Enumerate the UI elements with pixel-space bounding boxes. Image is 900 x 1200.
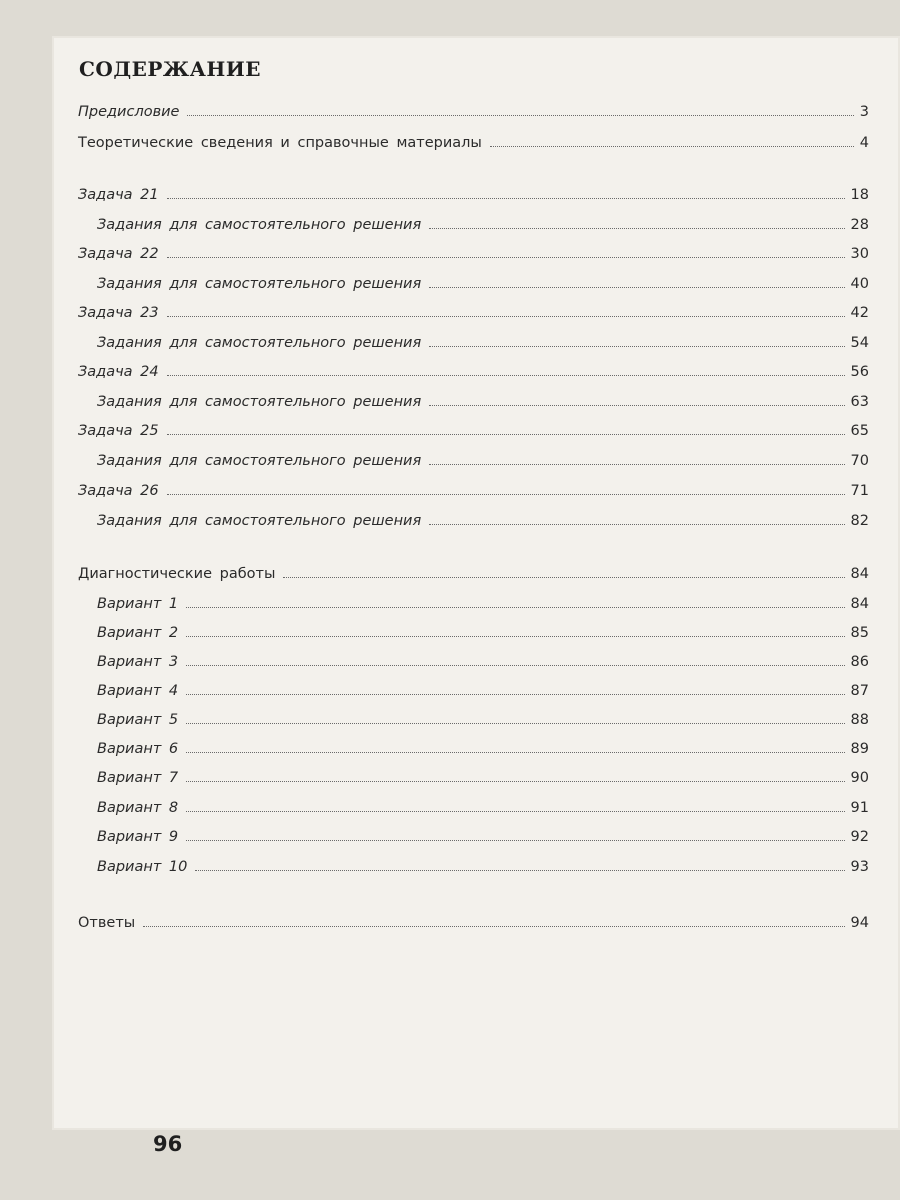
toc-entry-label: Теоретические сведения и справочные материалы (78, 135, 482, 151)
toc-entry-page: 63 (850, 394, 869, 410)
toc-entry-label: Задания для самостоятельного решения (97, 276, 422, 292)
toc-entry-page: 56 (850, 364, 869, 380)
toc-entry-page: 84 (850, 596, 869, 612)
toc-entry (0, 825, 900, 849)
toc-entry (0, 390, 900, 414)
toc-entry-label: Задача 24 (78, 364, 159, 380)
toc-entry-label: Задания для самостоятельного решения (97, 453, 422, 469)
toc-entry-label: Вариант 8 (97, 800, 179, 816)
toc-leader-dots (167, 198, 845, 199)
toc-leader-dots (167, 375, 845, 376)
toc-leader-dots (186, 694, 845, 695)
toc-entry-label: Вариант 1 (97, 596, 179, 612)
toc-entry-label: Вариант 2 (97, 625, 179, 641)
toc-entry (0, 509, 900, 533)
toc-entry-label: Диагностические работы (78, 566, 276, 582)
toc-entry-page: 70 (850, 453, 869, 469)
toc-entry-label: Задача 23 (78, 305, 159, 321)
toc-leader-dots (195, 870, 845, 871)
toc-entry (0, 737, 900, 761)
toc-entry-label: Задания для самостоятельного решения (97, 217, 422, 233)
toc-entry (0, 242, 900, 266)
toc-entry (0, 855, 900, 879)
toc-entry-label: Вариант 7 (97, 770, 179, 786)
toc-entry-page: 42 (850, 305, 869, 321)
toc-entry-page: 28 (850, 217, 869, 233)
toc-leader-dots (186, 781, 845, 782)
toc-entry (0, 331, 900, 355)
toc-leader-dots (283, 577, 845, 578)
toc-entry (0, 213, 900, 237)
toc-entry (0, 766, 900, 790)
toc-entry-label: Вариант 4 (97, 683, 179, 699)
toc-leader-dots (186, 636, 845, 637)
toc-leader-dots (167, 257, 845, 258)
toc-leader-dots (167, 434, 845, 435)
toc-entry-page: 89 (850, 741, 869, 757)
toc-leader-dots (186, 607, 845, 608)
toc-leader-dots (186, 665, 845, 666)
toc-entry (0, 592, 900, 616)
toc-entry (0, 449, 900, 473)
toc-entry-label: Задача 21 (78, 187, 159, 203)
toc-entry-label: Задания для самостоятельного решения (97, 394, 422, 410)
toc-entry (0, 272, 900, 296)
toc-entry-page: 94 (850, 915, 869, 931)
toc-entry (0, 183, 900, 207)
toc-entry-label: Вариант 3 (97, 654, 179, 670)
toc-entry-page: 3 (859, 104, 869, 120)
toc-entry (0, 796, 900, 820)
toc-entry (0, 708, 900, 732)
toc-entry-label: Задача 25 (78, 423, 159, 439)
toc-leader-dots (429, 287, 845, 288)
toc-leader-dots (143, 926, 845, 927)
toc-leader-dots (186, 840, 845, 841)
toc-entry-page: 93 (850, 859, 869, 875)
toc-entry (0, 100, 900, 124)
toc-leader-dots (429, 228, 845, 229)
toc-leader-dots (187, 115, 854, 116)
toc-leader-dots (429, 524, 845, 525)
toc-entry-page: 92 (850, 829, 869, 845)
toc-entry-label: Задания для самостоятельного решения (97, 513, 422, 529)
toc-entry (0, 479, 900, 503)
toc-entry-page: 54 (850, 335, 869, 351)
toc-entry-page: 40 (850, 276, 869, 292)
toc-leader-dots (186, 811, 845, 812)
toc-entry-label: Задача 26 (78, 483, 159, 499)
toc-entry (0, 419, 900, 443)
toc-entry-page: 91 (850, 800, 869, 816)
toc-entry-label: Задача 22 (78, 246, 159, 262)
toc-entry-page: 90 (850, 770, 869, 786)
toc-entry-label: Ответы (78, 915, 136, 931)
toc-entry-page: 86 (850, 654, 869, 670)
toc-entry-page: 30 (850, 246, 869, 262)
toc-entry (0, 911, 900, 935)
toc-entry-page: 84 (850, 566, 869, 582)
toc-entry-label: Вариант 9 (97, 829, 179, 845)
toc-leader-dots (429, 405, 845, 406)
toc-leader-dots (186, 723, 845, 724)
toc-entry-page: 18 (850, 187, 869, 203)
toc-entry-page: 85 (850, 625, 869, 641)
toc-entry (0, 679, 900, 703)
toc-entry-page: 87 (850, 683, 869, 699)
toc-entry-page: 88 (850, 712, 869, 728)
toc-leader-dots (429, 464, 845, 465)
toc-entry-label: Предисловие (78, 104, 180, 120)
toc-leader-dots (186, 752, 845, 753)
toc-entry (0, 131, 900, 155)
page-title: СОДЕРЖАНИЕ (79, 57, 261, 81)
toc-entry (0, 621, 900, 645)
toc-leader-dots (167, 494, 845, 495)
toc-leader-dots (167, 316, 845, 317)
toc-entry-page: 82 (850, 513, 869, 529)
toc-leader-dots (490, 146, 854, 147)
toc-entry (0, 650, 900, 674)
toc-entry-label: Вариант 5 (97, 712, 179, 728)
toc-leader-dots (429, 346, 845, 347)
toc-entry-page: 71 (850, 483, 869, 499)
toc-entry (0, 360, 900, 384)
toc-entry-label: Вариант 6 (97, 741, 179, 757)
toc-entry-label: Задания для самостоятельного решения (97, 335, 422, 351)
toc-entry (0, 562, 900, 586)
toc-entry-page: 4 (859, 135, 869, 151)
toc-entry (0, 301, 900, 325)
page-number: 96 (153, 1132, 183, 1156)
toc-entry-label: Вариант 10 (97, 859, 188, 875)
toc-entry-page: 65 (850, 423, 869, 439)
